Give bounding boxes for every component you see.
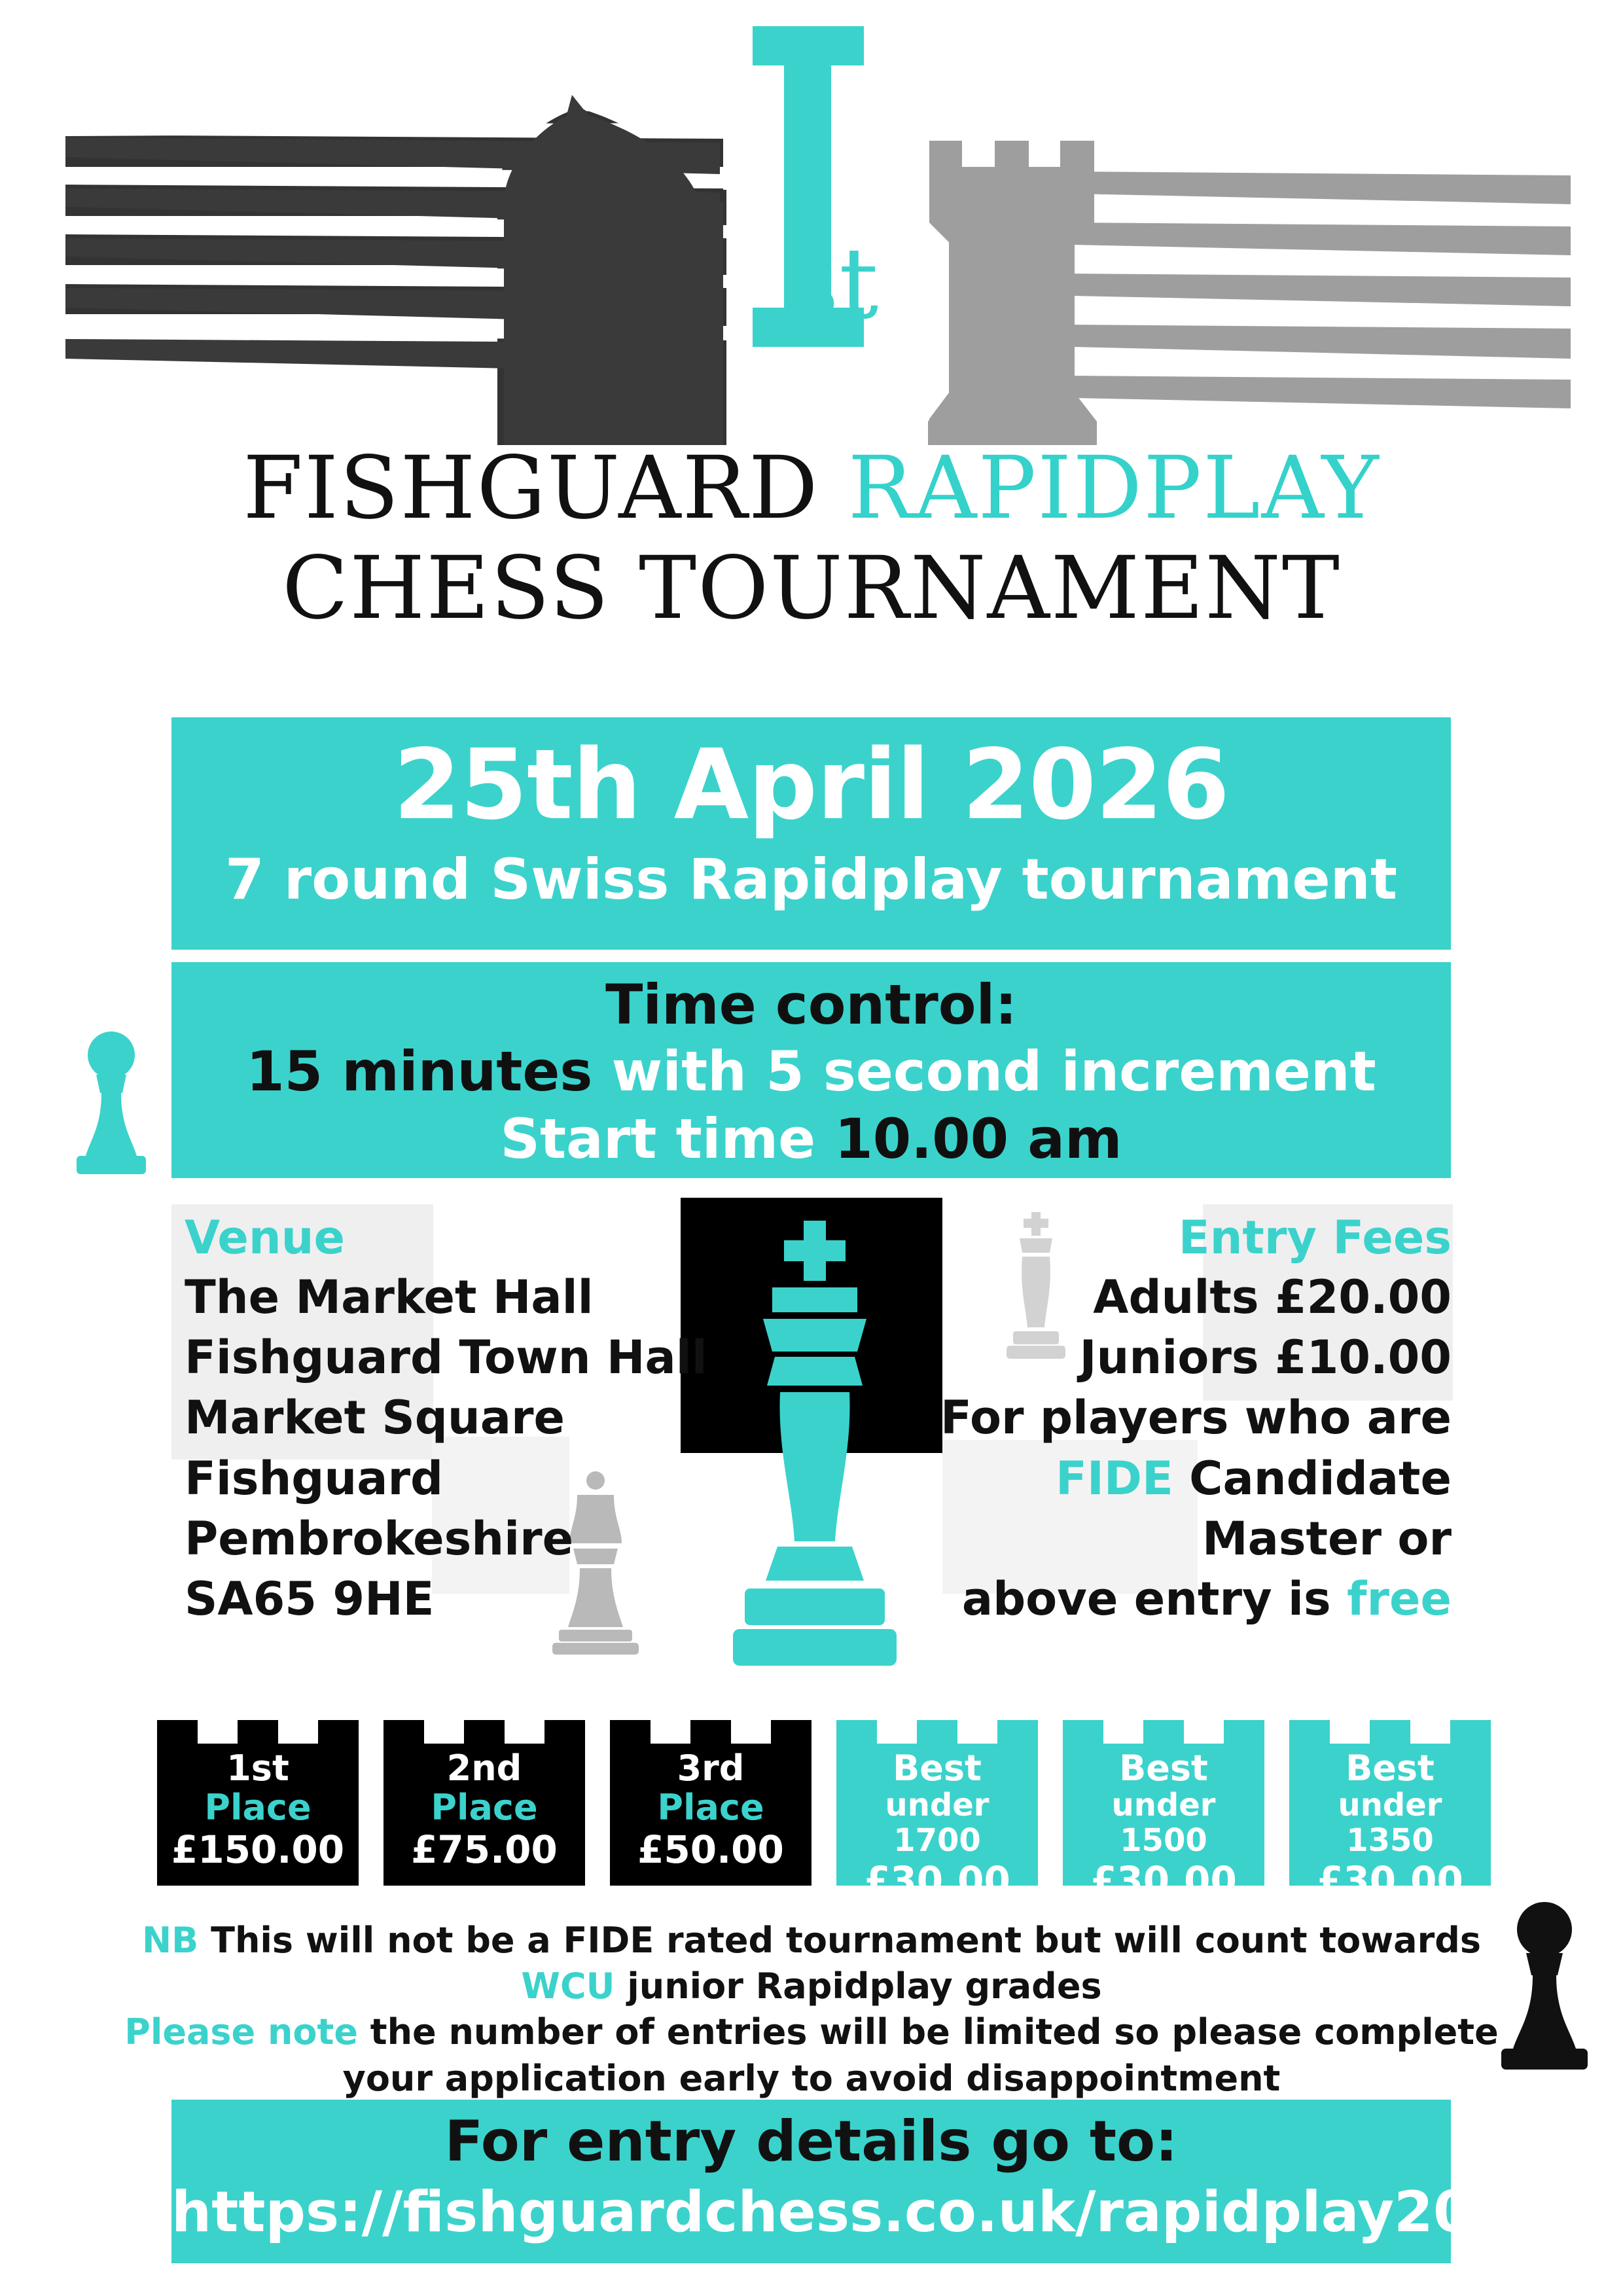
entry-fee-juniors: Juniors £10.00 — [1079, 1330, 1452, 1384]
prize-card-1st — [157, 1720, 359, 1886]
prize-card-under-1500 — [1063, 1720, 1264, 1903]
entry-fees-heading: Entry Fees — [1178, 1211, 1452, 1265]
middle-section — [0, 1198, 1623, 1715]
prize-rank-6: Best — [1346, 1748, 1435, 1789]
entry-free-pre: above entry is — [961, 1572, 1347, 1626]
time-control-heading — [171, 971, 1451, 1038]
time-control-detail — [171, 1038, 1451, 1105]
prize-card-under-1350 — [1289, 1720, 1491, 1903]
note-nb — [92, 1918, 1531, 1964]
prize-card-2nd — [383, 1720, 585, 1886]
prize-band-4: under 1700 — [885, 1787, 990, 1859]
event-date: 25th April 2026 — [393, 728, 1229, 841]
event-format: 7 round Swiss Rapidplay tournament — [224, 846, 1398, 912]
entry-url[interactable]: https://fishguardchess.co.uk/rapidplay2026/ — [171, 2179, 1571, 2246]
time-control-heading-text: Time control: — [605, 973, 1017, 1037]
entry-fee-note-1: For players who are — [940, 1391, 1452, 1445]
title-fishguard: FISHGUARD — [243, 438, 848, 539]
title-line-2: CHESS TOURNAMENT — [282, 538, 1341, 639]
entry-details-heading: For entry details go to: — [444, 2109, 1178, 2174]
entry-fee-adults: Adults £20.00 — [1093, 1270, 1452, 1324]
venue-line-4: Fishguard — [185, 1451, 444, 1505]
venue-heading: Venue — [185, 1211, 345, 1265]
entry-fee-note-2 — [863, 1448, 1452, 1509]
prize-rank-5: Best — [1119, 1748, 1208, 1789]
footer-band[interactable] — [171, 2100, 1571, 2263]
title-line-1 — [0, 439, 1623, 539]
please-note-label: Please note — [124, 2011, 358, 2053]
venue-line-2: Fishguard Town Hall — [185, 1330, 707, 1384]
prize-place-3: Place — [657, 1787, 764, 1829]
prize-amount-5: £30.00 — [1090, 1857, 1237, 1903]
note-wcu — [92, 1964, 1531, 2009]
start-time-value: 10.00 am — [834, 1106, 1122, 1171]
prize-amount-3: £50.00 — [637, 1827, 784, 1872]
prize-amount-2: £75.00 — [411, 1827, 558, 1872]
start-time-line — [171, 1105, 1451, 1172]
start-time-label: Start time — [500, 1106, 835, 1171]
wcu-label: WCU — [521, 1965, 615, 2007]
nb-text: This will not be a FIDE rated tournament but will count towards — [198, 1920, 1482, 1961]
candidate-text: Candidate — [1173, 1451, 1452, 1505]
prize-row — [157, 1720, 1466, 1903]
time-control-increment: with 5 second increment — [592, 1039, 1376, 1104]
time-control-minutes: 15 minutes — [246, 1039, 593, 1104]
please-note-text: the number of entries will be limited so please complete — [357, 2011, 1499, 2053]
prize-place-2: Place — [431, 1787, 538, 1829]
prize-amount-4: £30.00 — [864, 1857, 1010, 1903]
time-control-band — [171, 962, 1451, 1178]
prize-rank-2: 2nd — [446, 1748, 522, 1789]
entry-free-word: free — [1347, 1572, 1452, 1626]
prize-amount-6: £30.00 — [1317, 1857, 1463, 1903]
poster-title — [0, 439, 1623, 639]
fide-label: FIDE — [1056, 1451, 1173, 1505]
prize-rank-4: Best — [893, 1748, 982, 1789]
prize-band-6: under 1350 — [1338, 1787, 1442, 1859]
entry-fee-note-4 — [863, 1569, 1452, 1629]
venue-line-6: SA65 9HE — [185, 1572, 435, 1626]
venue-line-5: Pembrokeshire — [185, 1512, 574, 1566]
notes-section — [92, 1918, 1531, 2102]
title-rapidplay: RAPIDPLAY — [847, 438, 1380, 539]
nb-label: NB — [141, 1920, 199, 1961]
note-please-2: your application early to avoid disappointment — [342, 2057, 1281, 2099]
date-band — [171, 717, 1451, 950]
venue-block — [185, 1210, 721, 1630]
first-place-suffix: st — [789, 227, 879, 341]
prize-amount-1: £150.00 — [171, 1827, 345, 1872]
prize-rank-1: 1st — [226, 1748, 289, 1789]
wcu-text: junior Rapidplay grades — [615, 1965, 1102, 2007]
note-please — [92, 2009, 1531, 2055]
prize-place-1: Place — [204, 1787, 312, 1829]
venue-line-3: Market Square — [185, 1391, 565, 1445]
prize-card-under-1700 — [836, 1720, 1038, 1903]
tournament-logo-graphic — [0, 26, 1623, 445]
logo-band — [0, 26, 1623, 445]
venue-line-1: The Market Hall — [185, 1270, 594, 1324]
chess-pawn-black-icon — [1486, 1898, 1603, 2075]
prize-rank-3: 3rd — [677, 1748, 745, 1789]
entry-fees-block — [863, 1210, 1452, 1630]
entry-fee-note-3: Master or — [1202, 1512, 1452, 1566]
prize-band-5: under 1500 — [1111, 1787, 1216, 1859]
prize-card-3rd — [610, 1720, 812, 1886]
chess-pawn-icon — [62, 1028, 160, 1178]
